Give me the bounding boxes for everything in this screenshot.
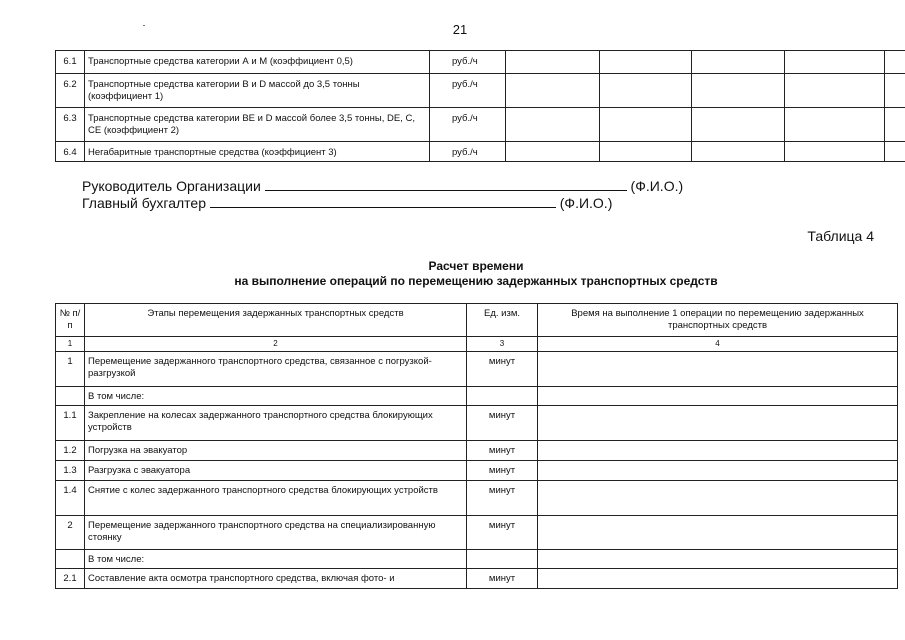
row-stage: Закрепление на колесах задержанного транспортного средства блокирующих устройств — [85, 406, 467, 441]
accountant-signature-line — [210, 195, 556, 208]
value-cell — [692, 142, 785, 162]
row-number: 1.4 — [56, 481, 85, 516]
row-number: 1.2 — [56, 441, 85, 461]
row-description: Негабаритные транспортные средства (коэффициент 3) — [85, 142, 430, 162]
column-number: 3 — [467, 337, 538, 352]
time-cell — [538, 516, 898, 550]
row-number: 1 — [56, 352, 85, 387]
operations-time-table — [55, 303, 898, 589]
signature-head — [82, 178, 683, 194]
time-cell — [538, 481, 898, 516]
row-number: 2 — [56, 516, 85, 550]
value-cell — [885, 142, 905, 162]
row-unit: руб./ч — [430, 74, 506, 108]
column-number: 4 — [538, 337, 898, 352]
row-unit — [467, 387, 538, 406]
table-row — [56, 461, 898, 481]
row-unit: минут — [467, 569, 538, 589]
time-cell — [538, 406, 898, 441]
header-stage: Этапы перемещения задержанных транспортных средств — [85, 304, 467, 337]
row-unit: минут — [467, 481, 538, 516]
accountant-fio: (Ф.И.О.) — [559, 195, 613, 211]
row-unit: минут — [467, 461, 538, 481]
value-cell — [785, 108, 885, 142]
table-row — [56, 142, 905, 162]
value-cell — [600, 74, 692, 108]
table-row — [56, 441, 898, 461]
row-stage: Перемещение задержанного транспортного средства на специализированную стоянку — [85, 516, 467, 550]
header-unit: Ед. изм. — [467, 304, 538, 337]
column-number: 1 — [56, 337, 85, 352]
head-label: Руководитель Организации — [82, 178, 261, 194]
value-cell — [506, 74, 600, 108]
table-row — [56, 569, 898, 589]
row-number: 6.4 — [56, 142, 85, 162]
value-cell — [885, 108, 905, 142]
value-cell — [785, 74, 885, 108]
page-number: 21 — [452, 22, 468, 37]
value-cell — [506, 108, 600, 142]
value-cell — [600, 51, 692, 74]
value-cell — [506, 142, 600, 162]
row-stage: В том числе: — [85, 387, 467, 406]
row-description: Транспортные средства категории В и D массой до 3,5 тонны (коэффициент 1) — [85, 74, 430, 108]
row-number: 2.1 — [56, 569, 85, 589]
row-stage: Снятие с колес задержанного транспортного средства блокирующих устройств — [85, 481, 467, 516]
table-subtitle: на выполнение операций по перемещению задержанных транспортных средств — [234, 274, 718, 288]
row-number: 1.3 — [56, 461, 85, 481]
scan-speck — [143, 25, 145, 26]
table-row — [56, 74, 905, 108]
time-cell — [538, 441, 898, 461]
column-number: 2 — [85, 337, 467, 352]
row-stage: Составление акта осмотра транспортного средства, включая фото- и — [85, 569, 467, 589]
row-stage: В том числе: — [85, 550, 467, 569]
value-cell — [785, 142, 885, 162]
time-cell — [538, 387, 898, 406]
value-cell — [692, 108, 785, 142]
table-title: Расчет времени — [428, 259, 524, 273]
row-number: 1.1 — [56, 406, 85, 441]
row-unit: минут — [467, 352, 538, 387]
row-number: 6.1 — [56, 51, 85, 74]
table-row — [56, 51, 905, 74]
head-signature-line — [265, 178, 627, 191]
time-cell — [538, 352, 898, 387]
header-num: № п/п — [56, 304, 85, 337]
table-row — [56, 550, 898, 569]
table-row — [56, 352, 898, 387]
header-time: Время на выполнение 1 операции по перемещению задержанных транспортных средств — [538, 304, 898, 337]
value-cell — [692, 51, 785, 74]
row-number: 6.3 — [56, 108, 85, 142]
table-row — [56, 406, 898, 441]
value-cell — [506, 51, 600, 74]
row-unit: минут — [467, 441, 538, 461]
row-unit — [467, 550, 538, 569]
row-description: Транспортные средства категории ВЕ и D массой более 3,5 тонны, DE, С, СЕ (коэффициент 2) — [85, 108, 430, 142]
accountant-label: Главный бухгалтер — [82, 195, 206, 211]
tariff-table — [55, 50, 905, 162]
value-cell — [692, 74, 785, 108]
time-cell — [538, 550, 898, 569]
row-stage: Перемещение задержанного транспортного средства, связанное с погрузкой-разгрузкой — [85, 352, 467, 387]
row-number — [56, 387, 85, 406]
row-stage: Погрузка на эвакуатор — [85, 441, 467, 461]
table-label: Таблица 4 — [807, 228, 874, 244]
column-number-row — [56, 337, 898, 352]
table-row — [56, 481, 898, 516]
row-unit: минут — [467, 516, 538, 550]
row-description: Транспортные средства категории А и М (коэффициент 0,5) — [85, 51, 430, 74]
table-row — [56, 108, 905, 142]
signature-accountant — [82, 195, 612, 211]
value-cell — [785, 51, 885, 74]
value-cell — [885, 51, 905, 74]
row-unit: руб./ч — [430, 51, 506, 74]
value-cell — [600, 142, 692, 162]
header-row — [56, 304, 898, 337]
value-cell — [600, 108, 692, 142]
row-stage: Разгрузка с эвакуатора — [85, 461, 467, 481]
time-cell — [538, 569, 898, 589]
row-number: 6.2 — [56, 74, 85, 108]
time-cell — [538, 461, 898, 481]
row-number — [56, 550, 85, 569]
table-row — [56, 387, 898, 406]
table-row — [56, 516, 898, 550]
row-unit: руб./ч — [430, 108, 506, 142]
value-cell — [885, 74, 905, 108]
head-fio: (Ф.И.О.) — [630, 178, 684, 194]
row-unit: руб./ч — [430, 142, 506, 162]
row-unit: минут — [467, 406, 538, 441]
